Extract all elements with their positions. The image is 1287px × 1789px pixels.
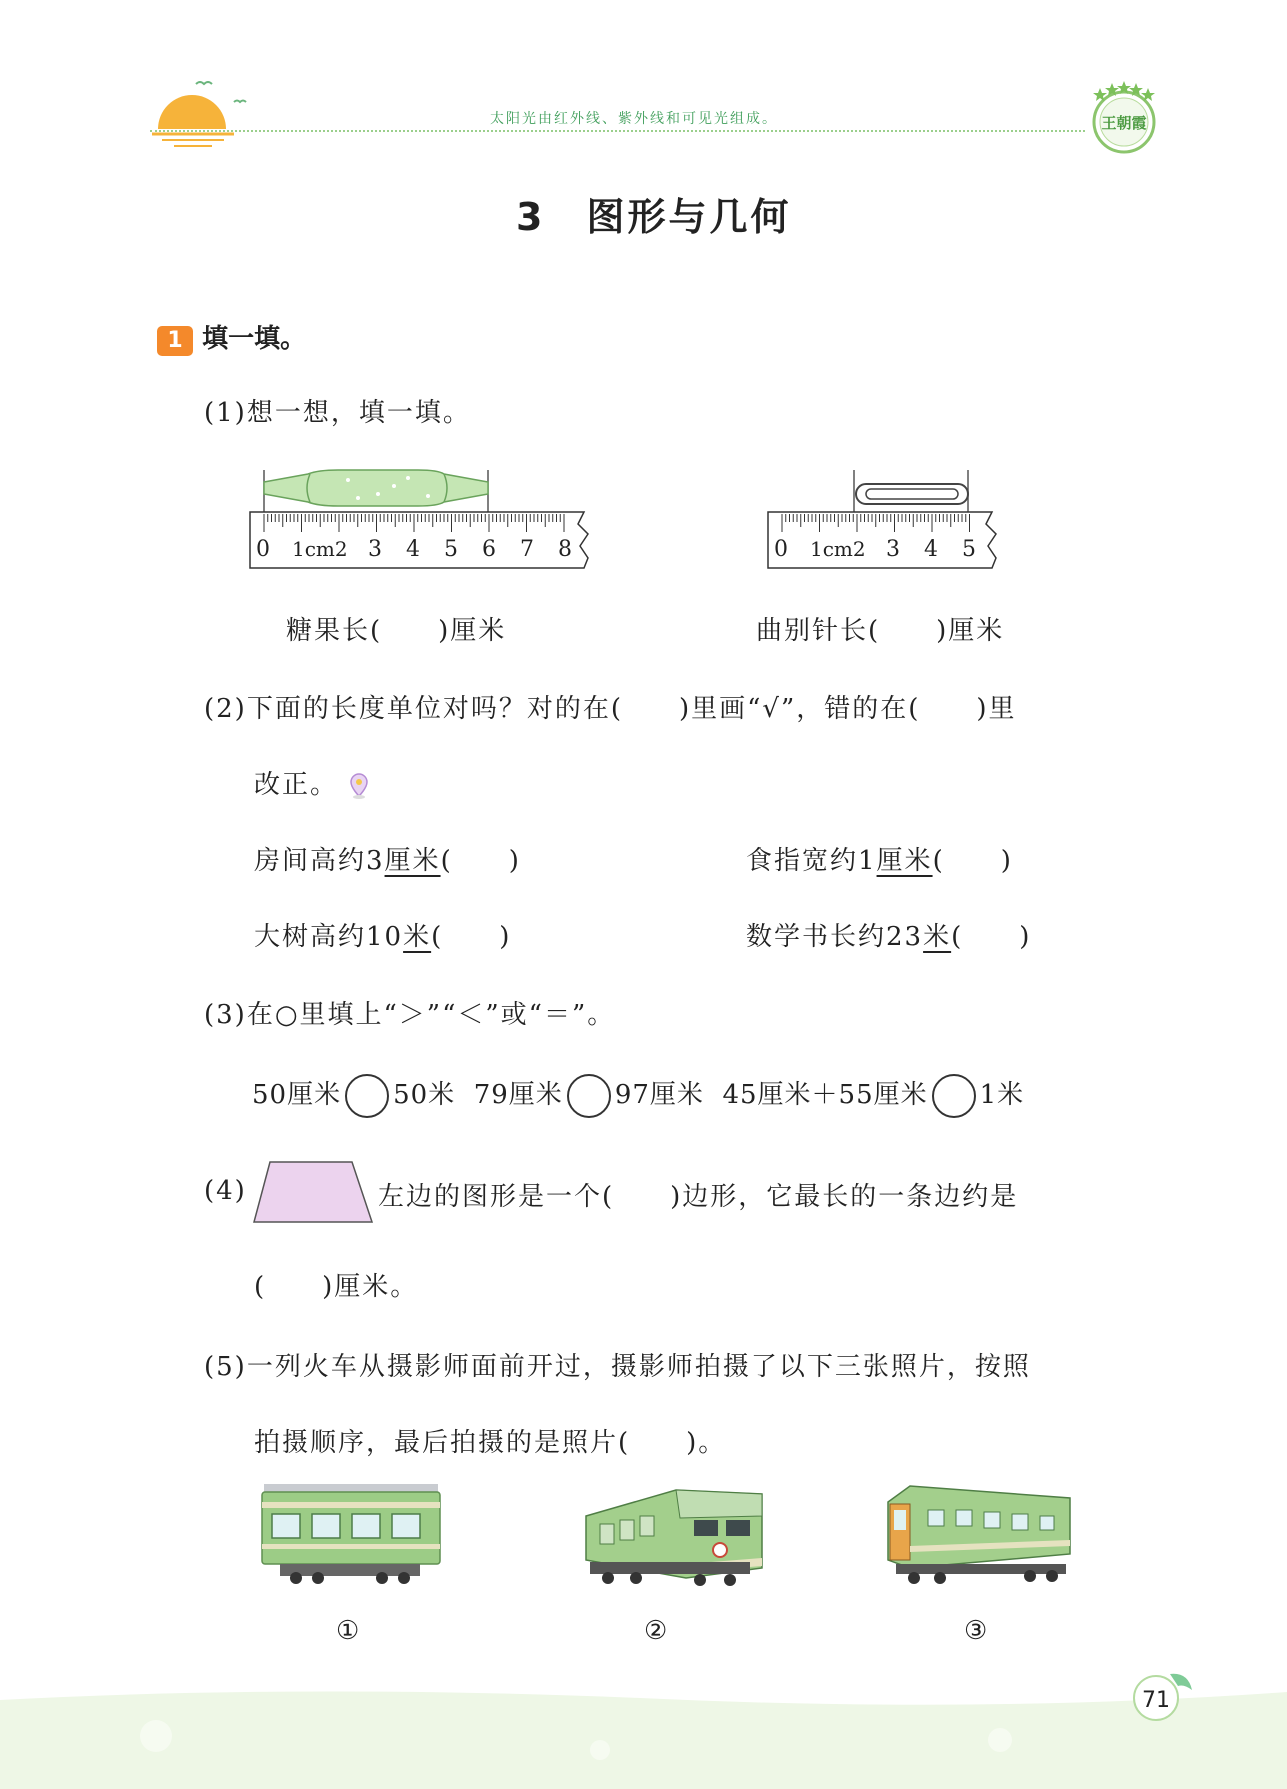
- ruler-candy-figure: [248, 464, 594, 572]
- header-tip: 太阳光由红外线、紫外线和可见光组成。: [490, 111, 778, 127]
- header-divider: [150, 130, 1085, 132]
- train-photo-2: [576, 1472, 766, 1590]
- q2-item-3: 大树高约10米( ): [254, 922, 512, 952]
- footer-background: [0, 1680, 1287, 1789]
- section-header: [157, 318, 306, 356]
- photo-label-2: ②: [644, 1616, 668, 1646]
- q5-line2: 拍摄顺序，最后拍摄的是照片( )。: [254, 1428, 727, 1458]
- train-photo-3: [880, 1472, 1074, 1590]
- page-number-badge: [1126, 1670, 1186, 1724]
- ruler1-labels: [256, 537, 572, 562]
- q2-item-2: 食指宽约1厘米( ): [746, 846, 1013, 876]
- paper-clip-icon: [854, 470, 968, 512]
- ruler1-tick-label: 5: [444, 537, 458, 562]
- train-photo-1: [260, 1472, 442, 1590]
- q4-text1: 左边的图形是一个( )边形，它最长的一条边约是: [378, 1182, 1019, 1212]
- ruler-clip-figure: [766, 464, 1002, 572]
- brand-badge: [1088, 78, 1160, 158]
- ruler1-tick-label: 4: [406, 537, 420, 562]
- compare-1-right: 50米: [393, 1080, 456, 1110]
- location-pin-icon: [348, 772, 370, 800]
- compare-2-right: 97厘米: [614, 1080, 704, 1110]
- ruler2-tick-label: 0: [774, 537, 788, 562]
- ruler1-tick-label: 7: [520, 537, 534, 562]
- q2-item-4: 数学书长约23米( ): [746, 922, 1032, 952]
- trapezoid-shape: [252, 1160, 376, 1226]
- ruler1-tick-label: 6: [482, 537, 496, 562]
- compare-circle-3[interactable]: [932, 1074, 976, 1118]
- sunset-logo-icon: [148, 74, 258, 154]
- q5-line1: (5)一列火车从摄影师面前开过，摄影师拍摄了以下三张照片，按照: [204, 1352, 1031, 1382]
- compare-3-left: 45厘米＋55厘米: [722, 1080, 928, 1110]
- compare-circle-1[interactable]: [345, 1074, 389, 1118]
- candy-icon: [264, 470, 488, 512]
- ruler1-tick-label: 8: [558, 537, 572, 562]
- q4-text2: ( )厘米。: [254, 1272, 419, 1302]
- q2-item-1: 房间高约3厘米( ): [254, 846, 521, 876]
- ruler2-tick-label: 1cm2: [810, 537, 866, 561]
- candy-caption: 糖果长( )厘米: [286, 616, 507, 646]
- photo-label-3: ③: [964, 1616, 988, 1646]
- q3-prompt: (3)在○里填上“＞”“＜”或“＝”。: [204, 1000, 616, 1030]
- section-label: 填一填。: [202, 324, 307, 354]
- section-number-badge: 1: [157, 326, 193, 356]
- q2-line2: [254, 764, 370, 801]
- ruler2-tick-label: 3: [886, 537, 900, 562]
- q4-label: (4): [204, 1176, 247, 1206]
- ruler2-tick-label: 5: [962, 537, 976, 562]
- compare-3-right: 1米: [979, 1080, 1025, 1110]
- q1-prompt: (1)想一想，填一填。: [204, 398, 471, 428]
- page-title: 3 图形与几何: [516, 195, 792, 239]
- ruler1-tick-label: 0: [256, 537, 270, 562]
- compare-2-left: 79厘米: [473, 1080, 563, 1110]
- ruler1-tick-label: 3: [368, 537, 382, 562]
- q2-line1: (2)下面的长度单位对吗？对的在( )里画“√”，错的在( )里: [204, 694, 1017, 724]
- clip-caption: 曲别针长( )厘米: [756, 616, 1005, 646]
- compare-circle-2[interactable]: [567, 1074, 611, 1118]
- compare-1-left: 50厘米: [252, 1080, 342, 1110]
- q2-line2-text: 改正。: [254, 770, 339, 800]
- brand-text: 王朝霞: [1101, 114, 1147, 132]
- q3-comparisons: [252, 1074, 1024, 1118]
- ruler2-tick-label: 4: [924, 537, 938, 562]
- page-number: 71: [1142, 1688, 1170, 1713]
- ruler1-tick-label: 1cm2: [292, 537, 348, 561]
- photo-label-1: ①: [336, 1616, 360, 1646]
